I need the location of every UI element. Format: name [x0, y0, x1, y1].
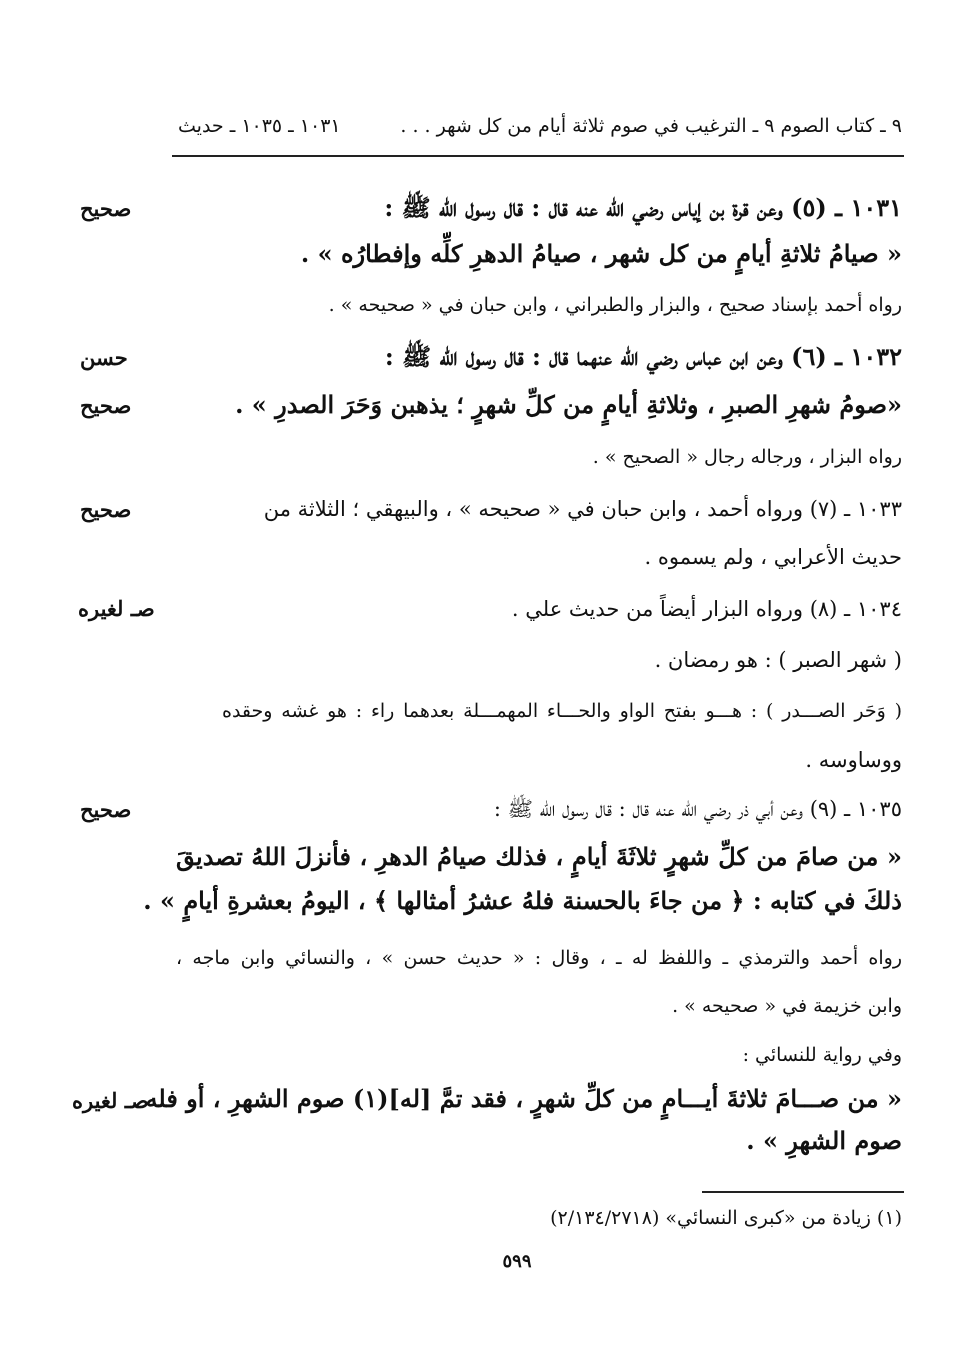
- gloss-line: ( شهر الصبر ) : هو رمضان .: [654, 648, 902, 672]
- grade-label: صحيح: [80, 393, 132, 418]
- hadith-text-line: «صومُ شهرِ الصبرِ ، وثلاثةِ أيامٍ من كلِّ شهرٍ ؛ يذهبن وَحَرَ الصدرِ » .: [235, 390, 902, 419]
- hadith-source-line: رواه البزار ، ورجاله رجال « الصحيح » .: [592, 446, 902, 468]
- hadith-text-line: ١٠٣٥ ـ (٩) وعن أبي ذر رضي الله عنه قال : قال رسول الله ﷺ :: [493, 797, 902, 821]
- running-header-right: ١٠٣١ ـ ١٠٣٥ ـ حديث: [178, 115, 341, 137]
- hadith-source-line: رواه أحمد بإسناد صحيح ، والبزار والطبراني ، وابن حبان في « صحيحه » .: [328, 294, 902, 316]
- footnote-rule: [702, 1191, 904, 1193]
- hadith-text-line: ١٠٣٣ ـ (٧) ورواه أحمد ، وابن حبان في « صحيحه » ، والبيهقي ؛ الثلاثة من: [263, 497, 902, 521]
- hadith-text-line: ١٠٣١ ـ (٥) وعن قرة بن إياس رضي الله عنه قال : قال رسول الله ﷺ :: [384, 193, 902, 222]
- grade-label: صـ لغيره: [78, 596, 155, 621]
- gloss-line: ووساوسه .: [805, 748, 902, 772]
- hadith-source-line: وفي رواية للنسائي :: [742, 1044, 902, 1066]
- hadith-text-line: ١٠٣٤ ـ (٨) ورواه البزار أيضاً من حديث علي .: [511, 597, 902, 621]
- grade-label: صحيح: [80, 196, 132, 221]
- grade-label: حسن: [80, 345, 128, 370]
- hadith-source-line: رواه أحمد والترمذي ـ واللفظ له ـ ، وقال : « حديث حسن » ، والنسائي وابن ماجه ،: [176, 947, 902, 969]
- hadith-text-line: « من صـــامَ ثلاثةَ أيـــامٍ من كلِّ شهرٍ ، فقد تمَّ [له](١) صوم الشهرِ ، أو فله: [145, 1084, 902, 1113]
- page-number: ٥٩٩: [502, 1251, 532, 1272]
- hadith-source-line: وابن خزيمة في « صحيحه » .: [672, 995, 902, 1017]
- hadith-text-line: ١٠٣٢ ـ (٦) وعن ابن عباس رضي الله عنهما قال : قال رسول الله ﷺ :: [384, 342, 902, 371]
- hadith-text-line: صوم الشهرِ » .: [746, 1126, 902, 1155]
- header-rule: [172, 155, 904, 157]
- hadith-text-line: ذلكَ في كتابه : ﴿ من جاءَ بالحسنة فلهُ عشرُ أمثالها ﴾ ، اليومُ بعشرةِ أيامٍ » .: [143, 886, 902, 915]
- hadith-text-line: « صيامُ ثلاثةِ أيامٍ من كل شهر ، صيامُ الدهرِ كلِّه وإفطارُه » .: [300, 239, 902, 268]
- hadith-text-line: حديث الأعرابي ، ولم يسموه .: [644, 545, 902, 569]
- grade-label: صحيح: [80, 797, 132, 822]
- gloss-line: ( وَحَر الصـــدر ) : هـــو بفتح الواو والحـــاء المهمـــلة بعدهما راء : هو غشه وحقده: [222, 700, 902, 722]
- footnote: (١) زيادة من «كبرى النسائي» (٢/١٣٤/٢٧١٨): [550, 1207, 902, 1229]
- grade-label: صحيح: [80, 497, 132, 522]
- hadith-text-line: « من صامَ من كلِّ شهرٍ ثلاثَةَ أيامٍ ، فذلك صيامُ الدهرِ ، فأنزلَ اللهُ تصديقَ: [176, 842, 902, 871]
- running-header-left: ٩ ـ كتاب الصوم ٩ ـ الترغيب في صوم ثلاثة أيام من كل شهر . . .: [400, 115, 902, 137]
- grade-label: صـ لغيره: [72, 1088, 149, 1113]
